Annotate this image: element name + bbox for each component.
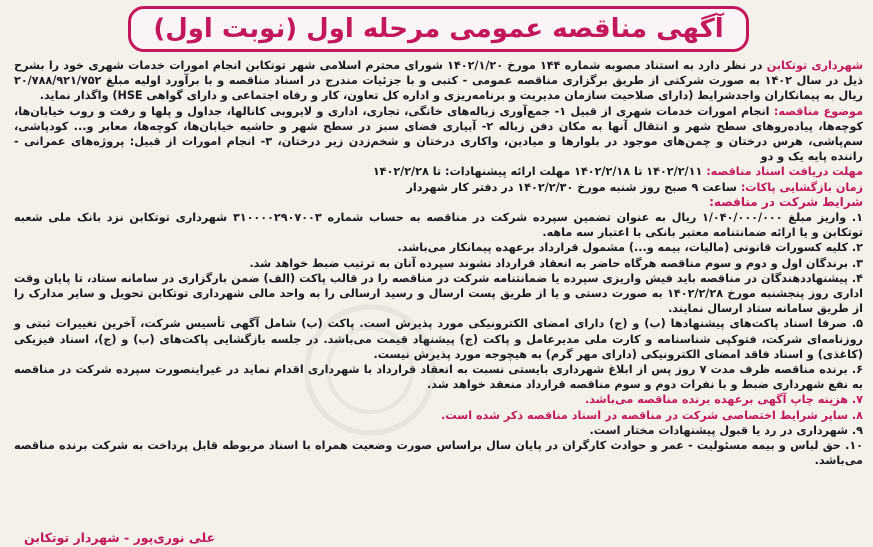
- organization-name: شهرداری توتکابن: [766, 59, 863, 72]
- condition-item: ۷. هزینه چاپ آگهی برعهده برنده مناقصه می‌باشد.: [584, 393, 863, 407]
- notice-title: آگهی مناقصه عمومی مرحله اول (نوبت اول): [128, 6, 748, 52]
- condition-item: ۲. کلیه کسورات قانونی (مالیات، بیمه و...) مشمول قرارداد برعهده پیمانکار می‌باشد.: [397, 241, 863, 255]
- opening-label: زمان بازگشایی پاکات:: [740, 180, 863, 194]
- deadline-label: مهلت دریافت اسناد مناقصه:: [706, 165, 863, 179]
- condition-item: ۱. واریز مبلغ ۱/۰۴۰/۰۰۰/۰۰۰ ریال به عنوان تضمین سپرده شرکت در مناقصه به حساب شماره ۳۱۰۰۰۰۲۹۰۷۰۰۳ شهرداری توتکابن نزد بانک ملی شعبه توتکابن و یا ارائه ضمانتنامه معتبر بانکی با اعتبار سه ماهه.: [14, 211, 863, 240]
- condition-item: ۱۰. حق لباس و بیمه مسئولیت - عمر و حوادث کارگران در پایان سال براساس صورت وضعیت همراه با اسناد مربوطه قابل پرداخت به شرکت برنده مناقصه می‌باشد.: [14, 439, 863, 468]
- intro-paragraph: [14, 58, 863, 104]
- condition-item: ۹. شهرداری در رد یا قبول پیشنهادات مختار است.: [589, 423, 863, 437]
- opening-paragraph: [14, 180, 863, 195]
- conditions-list: [14, 210, 863, 468]
- subject-text: انجام امورات خدمات شهری از قبیل ۱- جمع‌آوری زباله‌های خانگی، تجاری، اداری و لایروبی کانالها، جداول و پلها و رفت و روب خیابان‌ها، کوچه‌ها، پیاده‌روهای سطح شهر و انتقال آنها به مکان دفن زباله ۲- آبیاری فضای سبز در سطح شهر و حاشیه خیابان‌ها، کوچه‌ها، معابر و... کودپاشی، سم‌پاشی، هرس درختان و چمن‌های موجود در بلوارها و میادین، واکاری درختان و شخم‌زدن زیر درختان، ۳- انجام امورات از قبیل: پروژه‌های عمرانی - راننده پایه یک و دو: [14, 104, 863, 164]
- condition-item: ۸. سایر شرایط اختصاصی شرکت در مناقصه در اسناد مناقصه ذکر شده است.: [441, 408, 863, 422]
- notice-body: [14, 58, 863, 468]
- condition-item: ۶. برنده مناقصه ظرف مدت ۷ روز پس از ابلاغ شهرداری بایستی نسبت به انعقاد قرارداد با شهرداری اقدام نماید در غیراینصورت سپرده شرکت در مناقصه به نفع شهرداری ضبط و با نفرات دوم و سوم مناقصه قرارداد منعقد خواهد شد.: [14, 363, 863, 392]
- conditions-heading: شرایط شرکت در مناقصه:: [709, 194, 863, 209]
- deadline-text: ۱۴۰۲/۲/۱۱ تا ۱۴۰۲/۲/۱۸ مهلت ارائه پیشنهادات: تا ۱۴۰۲/۲/۲۸: [372, 165, 703, 179]
- opening-text: ساعت ۹ صبح روز شنبه مورخ ۱۴۰۲/۲/۳۰ در دفتر کار شهردار: [406, 180, 737, 194]
- subject-label: موضوع مناقصه:: [773, 104, 863, 118]
- condition-item: ۴. پیشنهاددهندگان در مناقصه باید فیش واریزی سپرده یا ضمانتنامه شرکت در مناقصه را در قالب پاکت (الف) ضمن بارگزاری در سامانه ستاد، تا پایان وقت اداری روز پنجشنبه مورخ ۱۴۰۲/۲/۲۸ به صورت دستی و یا از طریق پست ارسال و رسید ارسالی را به واحد مالی شهرداری توتکابن تحویل و سایر مدارک را از طریق سامانه ستاد ارسال نمایند.: [14, 271, 863, 316]
- condition-item: ۳. برندگان اول و دوم و سوم مناقصه هرگاه حاضر به انعقاد قرارداد نشوند سپرده آنان به ترتیب ضبط خواهد شد.: [249, 256, 863, 270]
- signature-line: علی نوری‌پور - شهردار توتکابن: [24, 530, 216, 545]
- intro-text: در نظر دارد به استناد مصوبه شماره ۱۴۴ مورخ ۱۴۰۲/۱/۲۰ شورای محترم اسلامی شهر توتکابن انجام امورات خدمات شهری خود را بشرح ذیل در سال ۱۴۰۲ به صورت شرکتی از طریق برگزاری مناقصه عمومی - کتبی و با جزئیات مندرج در اسناد مناقصه و با برآورد اولیه مبلغ ۲۰/۷۸۸/۹۲۱/۷۵۲ ریال به پیمانکاران واجدشرایط (دارای صلاحیت سازمان مدیریت و برنامه‌ریزی و اداره کل تعاون، کار و رفاه اجتماعی و دارای گواهی HSE) واگذار نماید.: [14, 59, 863, 103]
- condition-item: ۵. صرفا اسناد پاکت‌های پیشنهادها (ب) و (ج) دارای امضای الکترونیکی مورد پذیرش است. پاکت (ب) شامل آگهی تأسیس شرکت، آخرین تغییرات ثبتی و روزنامه‌ای شرکت، فتوکپی شناسنامه و کارت ملی مدیرعامل و پاکت (ج) پیشنهاد قیمت می‌باشد. در جلسه بازگشایی پاکت‌های (ب) و (ج)، اسناد فیزیکی (کاغذی) و اسناد فاقد امضای الکترونیکی (دارای مهر گرم) به هیچوجه مورد پذیرش نیست.: [14, 317, 863, 361]
- deadline-paragraph: [14, 164, 863, 179]
- subject-paragraph: [14, 104, 863, 165]
